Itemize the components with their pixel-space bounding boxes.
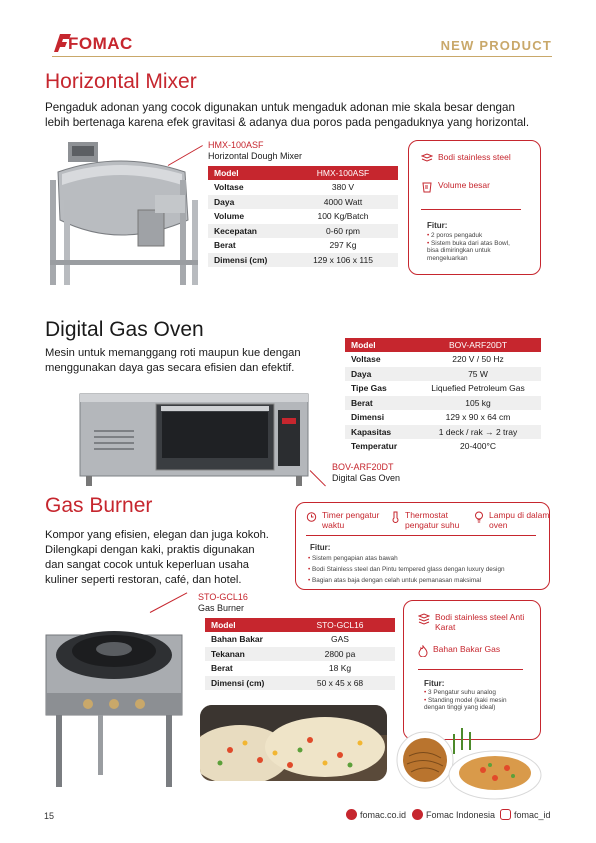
spec-row [205,662,395,677]
spec-key: Tekanan [211,648,245,659]
burner-model-name: Gas Burner [198,603,245,613]
spec-value: BOV-ARF20DT [448,339,508,350]
logo-text: FOMAC [68,34,133,53]
mixer-description [45,100,565,130]
burner-feature-gas [418,645,500,657]
spec-key: Daya [214,196,235,207]
oven-desc-line: menggunakan daya gas secara efisien dan efektif. [45,362,295,374]
spec-row [345,353,541,368]
footer-instagram-label: fomac_id [514,809,551,820]
mixer-fitur-title: Fitur: [427,221,448,230]
spec-value: 297 Kg [329,240,357,251]
oven-feature-label: Timer pengatur waktu [322,510,380,530]
burner-image [42,605,187,790]
flame-icon [418,645,428,657]
oven-spec-table [345,338,541,454]
oven-description [45,346,335,376]
spec-key: Model [214,167,239,178]
burner-desc-line: kuliner seperti restoran, café, dan hotel. [45,574,242,586]
spec-key: Volume [214,211,245,222]
footer-instagram[interactable] [500,809,551,820]
oven-desc-line: Mesin untuk memanggang roti maupun kue dengan [45,347,301,359]
burner-feature-label: Bahan Bakar Gas [433,644,501,654]
facebook-icon [412,809,423,820]
oven-fitur-list [308,553,543,586]
spec-key: Temperatur [351,441,398,452]
burner-title: Gas Burner [45,494,153,517]
mixer-fitur-list [427,232,517,262]
oven-feature-label: Thermostat pengatur suhu [405,510,460,530]
burner-fitur-item: • 3 Pengatur suhu analog [424,689,509,697]
brand-logo [52,32,136,56]
spec-key: Model [351,339,376,350]
spec-value: STO-GCL16 [316,619,364,630]
spec-value: 0-60 rpm [325,225,360,236]
mixer-feature-card [408,140,541,275]
oven-feature-card [295,502,550,590]
header-divider [52,56,552,57]
mixer-fitur-item: • Sistem buka dari atas Bowl, bisa dimiringkan untuk mengeluarkan [427,240,517,263]
page-number: 15 [44,811,55,821]
spec-header-row [208,166,398,181]
spec-key: Kecepatan [214,225,257,236]
mixer-image [40,140,205,290]
oven-fitur-item: • Bodi Stainless steel dan Pintu tempered glass dengan luxury design [308,564,543,575]
oven-card-divider [306,535,536,536]
spec-value: 129 x 90 x 64 cm [445,412,511,423]
burner-model-code: STO-GCL16 [198,592,248,602]
burner-description [45,528,290,588]
spec-value: 220 V / 50 Hz [452,354,504,365]
mixer-desc-line: lebih bertenaga karena efek gravitasi & adanya dua poros pada pengaduknya yang horizontal. [45,116,530,129]
oven-fitur-item: • Sistem pengapian atas bawah [308,553,543,564]
oven-image [76,390,316,490]
burner-feature-card [403,600,541,740]
oven-title: Digital Gas Oven [45,318,204,341]
food-image [200,705,387,781]
mixer-spec-table [208,166,398,268]
spec-row [345,440,541,455]
mixer-model-label [208,140,302,162]
spec-value: 2800 pa [324,648,356,659]
layers-icon [418,613,430,625]
oven-model-name: Digital Gas Oven [332,473,401,483]
mixer-model-code: HMX-100ASF [208,140,264,150]
burner-desc-line: Kompor yang efisien, elegan dan juga kokoh. [45,529,269,541]
lamp-icon [474,511,484,523]
spec-value: 380 V [331,182,355,193]
mixer-feature-label: Volume besar [438,180,490,190]
layers-icon [421,153,433,163]
noodle-plates-image [395,720,555,802]
globe-icon [346,809,357,820]
oven-feature-thermostat [391,511,471,530]
spec-value: 105 kg [465,397,491,408]
spec-row [345,367,541,382]
spec-row [345,411,541,426]
spec-row [205,633,395,648]
spec-value: Liquefied Petroleum Gas [431,383,525,394]
spec-key: Daya [351,368,372,379]
spec-key: Berat [214,240,236,251]
spec-row [345,425,541,440]
spec-key: Model [211,619,236,630]
spec-row [205,647,395,662]
oven-feature-timer [306,511,386,530]
spec-row [208,239,398,254]
burner-feature-body [418,613,533,632]
oven-fitur-item: • Bagian atas baja dengan celah untuk pemanasan maksimal [308,575,543,586]
spec-key: Voltase [351,354,381,365]
burner-fitur-title: Fitur: [424,679,445,688]
spec-header-row [205,618,395,633]
thermometer-icon [391,511,400,523]
burner-desc-line: Dilengkapi dengan kaki, praktis digunakan [45,544,255,556]
spec-key: Berat [351,397,373,408]
instagram-icon [500,809,511,820]
burner-feature-label: Bodi stainless steel Anti Karat [435,612,525,632]
oven-feature-label: Lampu di dalam oven [489,510,550,530]
spec-value: 18 Kg [328,663,352,674]
spec-value: 100 Kg/Batch [317,211,369,222]
mixer-card-divider [421,209,521,210]
mixer-feature-volume [421,181,490,193]
burner-fitur-list [424,689,509,712]
burner-fitur-item: • Standing model (kaki mesin dengan tinggi yang ideal) [424,697,509,712]
spec-row [208,181,398,196]
mixer-title: Horizontal Mixer [45,70,197,93]
spec-row [345,382,541,397]
spec-row [208,210,398,225]
spec-key: Tipe Gas [351,383,387,394]
bowl-icon [421,181,433,193]
mixer-feature-label: Bodi stainless steel [438,152,511,162]
oven-feature-lamp [474,511,550,530]
spec-value: 1 deck / rak → 2 tray [438,426,518,437]
spec-key: Voltase [214,182,244,193]
spec-row [208,195,398,210]
spec-key: Bahan Bakar [211,634,263,645]
spec-value: 4000 Watt [323,196,363,207]
spec-row [345,396,541,411]
spec-key: Dimensi (cm) [211,677,265,688]
footer-facebook-label: Fomac Indonesia [426,809,496,820]
footer-website-label: fomac.co.id [360,809,407,820]
spec-value: HMX-100ASF [316,167,370,178]
mixer-model-name: Horizontal Dough Mixer [208,151,303,161]
spec-key: Dimensi (cm) [214,254,268,265]
spec-row [208,253,398,268]
spec-key: Dimensi [351,412,385,423]
burner-desc-line: dan sangat cocok untuk keperluan usaha [45,559,250,571]
oven-model-code: BOV-ARF20DT [332,462,394,472]
spec-header-row [345,338,541,353]
spec-value: 20-400°C [459,441,496,452]
burner-model-label [198,592,248,614]
spec-value: 50 x 45 x 68 [316,677,364,688]
spec-value: GAS [331,634,349,645]
spec-key: Kapasitas [351,426,392,437]
spec-row [205,676,395,691]
spec-key: Berat [211,663,233,674]
mixer-feature-body [421,153,511,163]
mixer-fitur-item: • 2 poros pengaduk [427,232,517,240]
oven-model-label [332,462,400,484]
mixer-desc-line: Pengaduk adonan yang cocok digunakan untuk mengaduk adonan mie skala besar dengan [45,101,515,114]
footer-facebook[interactable] [412,809,495,820]
new-product-tag: NEW PRODUCT [440,38,552,53]
burner-spec-table [205,618,395,691]
burner-card-divider [418,669,523,670]
spec-value: 129 x 106 x 115 [313,254,373,265]
footer-website[interactable] [346,809,406,820]
spec-value: 75 W [468,368,488,379]
oven-fitur-title: Fitur: [310,543,331,552]
timer-icon [306,511,317,522]
spec-row [208,224,398,239]
